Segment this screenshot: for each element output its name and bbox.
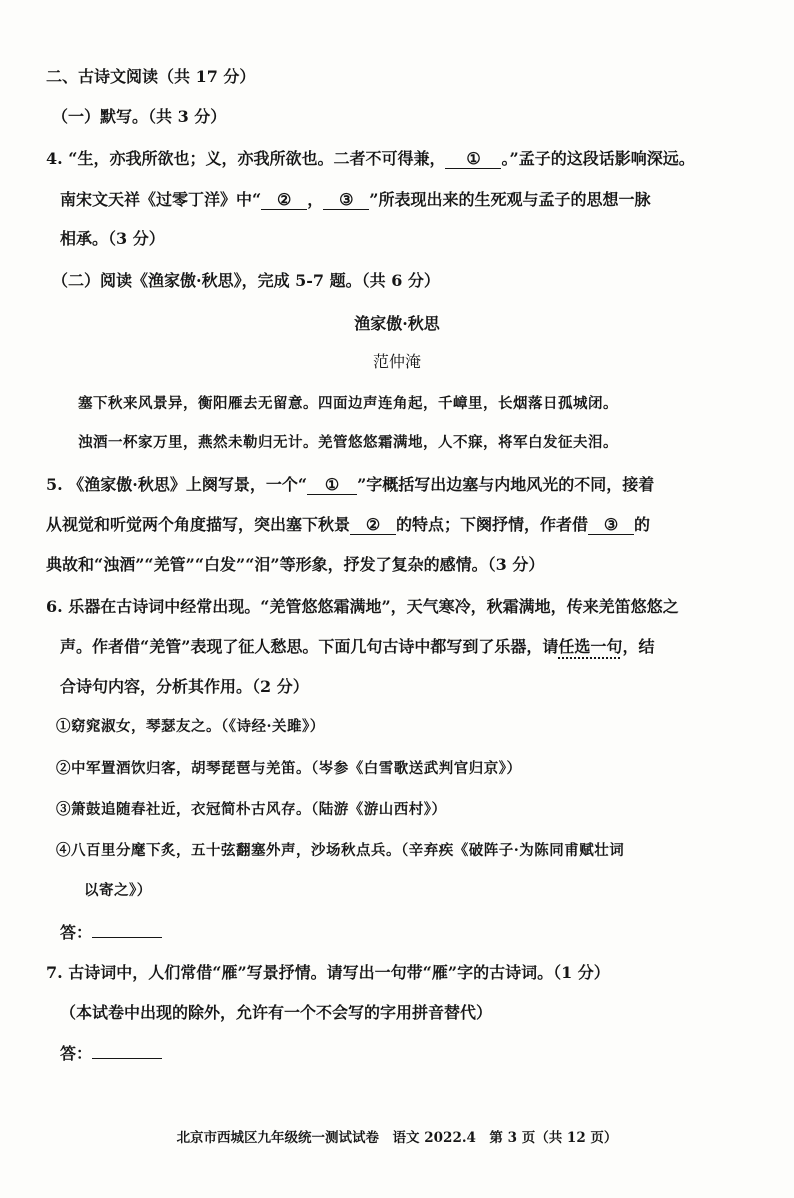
part1-title: （一）默写。（共 3 分） [52,107,227,126]
q5-text: 的特点；下阕抒情，作者借 [396,515,589,534]
q4-blank-3: ③ [323,191,369,210]
q4-line3: 相承。（3 分） [60,229,165,248]
q5-blank-3: ③ [588,516,634,535]
q5-blank-1: ① [307,476,357,495]
q5-text: 的 [634,515,651,534]
poem-title: 渔家傲·秋思 [354,314,440,333]
q6-option-4-cont: 以寄之》） [84,882,152,899]
q5-line2 [46,514,650,536]
q6-option-1: ①窈窕淑女，琴瑟友之。（《诗经·关雎》） [56,718,325,735]
poem-author: 范仲淹 [372,352,421,371]
q4-line1 [46,148,695,170]
q4-text: ， [307,190,324,209]
q5-blank-2: ② [350,516,396,535]
q6-line1: 6. 乐器在古诗词中经常出现。“羌管悠悠霜满地”，天气寒冷，秋霜满地，传来羌笛悠悠之 [46,597,679,616]
q4-blank-1: ① [445,150,501,169]
q6-option-4: ④八百里分麾下炙，五十弦翻塞外声，沙场秋点兵。（辛弃疾《破阵子·为陈同甫赋壮词 [56,842,625,859]
q4-line2 [60,189,650,211]
q7-answer-label: 答： [60,1044,93,1063]
poem-line-2: 浊酒一杯家万里，燕然未勒归无计。羌管悠悠霜满地，人不寐，将军白发征夫泪。 [78,434,618,451]
q4-text: 4. “生，亦我所欲也；义，亦我所欲也。二者不可得兼， [46,149,446,168]
q6-answer-label: 答： [60,923,93,942]
q7-line1: 7. 古诗词中，人们常借“雁”写景抒情。请写出一句带“雁”字的古诗词。（1 分） [46,963,610,982]
page-footer: 北京市西城区九年级统一测试试卷 语文 2022.4 第 3 页（共 12 页） [176,1130,618,1146]
section-title: 二、古诗文阅读（共 17 分） [46,67,256,86]
q6-line2 [60,636,654,658]
part2-title: （二）阅读《渔家傲·秋思》，完成 5-7 题。（共 6 分） [52,271,440,290]
q5-line1 [46,474,654,496]
q6-answer-line[interactable] [92,921,162,938]
q4-text: 。”孟子的这段话影响深远。 [501,149,695,168]
q5-text: 从视觉和听觉两个角度描写，突出塞下秋景 [46,515,351,534]
q6-option-3: ③箫鼓追随春社近，衣冠简朴古风存。（陆游《游山西村》） [56,801,447,818]
q7-answer [60,1042,162,1065]
poem-line-1: 塞下秋来风景异，衡阳雁去无留意。四面边声连角起，千嶂里，长烟落日孤城闭。 [78,395,618,412]
q6-text: 声。作者借“羌管”表现了征人愁思。下面几句古诗中都写到了乐器，请 [60,637,559,656]
q6-option-2: ②中军置酒饮归客，胡琴琵琶与羌笛。（岑参《白雪歌送武判官归京》） [56,760,522,777]
q5-text: ”字概括写出边塞与内地风光的不同，接着 [357,475,655,494]
q6-emphasis: 任选一句 [558,637,623,656]
q7-note: （本试卷中出现的除外，允许有一个不会写的字用拼音替代） [60,1003,493,1022]
q4-blank-2: ② [261,191,307,210]
q6-text: ，结 [622,637,655,656]
q7-answer-line[interactable] [92,1042,162,1059]
q4-text: 南宋文天祥《过零丁洋》中“ [60,190,262,209]
q5-line3: 典故和“浊酒”“羌管”“白发”“泪”等形象，抒发了复杂的感情。（3 分） [46,555,545,574]
q6-line3: 合诗句内容，分析其作用。（2 分） [60,677,309,696]
q6-answer [60,921,162,944]
q5-text: 5. 《渔家傲·秋思》上阕写景，一个“ [46,475,308,494]
q4-text: ”所表现出来的生死观与孟子的思想一脉 [369,190,651,209]
